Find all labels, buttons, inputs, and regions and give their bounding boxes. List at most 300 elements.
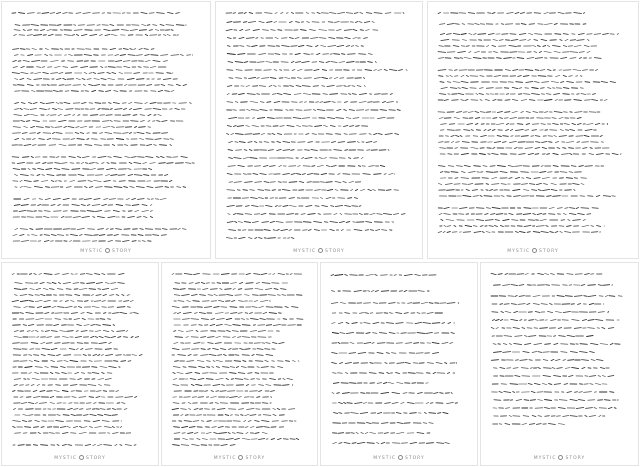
handwriting	[481, 263, 638, 465]
pen-stroke	[297, 174, 301, 175]
pen-stroke	[438, 413, 441, 414]
pen-stroke	[80, 127, 87, 128]
pen-stroke	[129, 133, 131, 134]
pen-stroke	[139, 48, 142, 49]
pen-stroke	[260, 174, 266, 175]
pen-stroke	[105, 337, 110, 338]
pen-stroke	[87, 283, 95, 284]
pen-stroke	[80, 427, 83, 428]
pen-stroke	[564, 384, 568, 385]
pen-stroke	[443, 412, 448, 413]
pen-stroke	[382, 423, 389, 424]
pen-stroke	[530, 400, 535, 401]
pen-stroke	[457, 112, 462, 113]
pen-stroke	[490, 166, 495, 167]
pen-stroke	[424, 412, 426, 413]
pen-stroke	[70, 234, 77, 235]
pen-stroke	[57, 79, 62, 80]
pen-stroke	[386, 190, 391, 191]
pen-stroke	[359, 22, 362, 23]
pen-stroke	[535, 312, 540, 313]
pen-stroke	[283, 319, 287, 320]
pen-stroke	[592, 100, 598, 101]
pen-stroke	[270, 221, 275, 222]
pen-stroke	[12, 274, 14, 275]
pen-stroke	[520, 320, 522, 321]
pen-stroke	[173, 289, 179, 290]
pen-stroke	[526, 178, 530, 179]
pen-stroke	[89, 73, 92, 74]
pen-stroke	[20, 181, 22, 182]
pen-stroke	[462, 24, 465, 25]
pen-stroke	[99, 336, 103, 337]
pen-stroke	[410, 413, 417, 414]
pen-stroke	[53, 109, 57, 110]
pen-stroke	[538, 76, 546, 77]
pen-stroke	[221, 349, 226, 350]
pen-stroke	[167, 73, 171, 74]
pen-stroke	[83, 355, 86, 356]
pen-stroke	[89, 397, 94, 398]
pen-stroke	[534, 383, 540, 384]
pen-stroke	[219, 433, 227, 434]
pen-stroke	[597, 360, 604, 361]
pen-stroke	[145, 55, 150, 56]
pen-stroke	[84, 72, 87, 73]
pen-stroke	[248, 421, 251, 422]
pen-stroke	[320, 102, 323, 103]
pen-stroke	[482, 232, 484, 233]
pen-stroke	[37, 133, 40, 134]
pen-stroke	[441, 40, 449, 41]
pen-stroke	[588, 296, 596, 297]
pen-stroke	[289, 182, 297, 183]
pen-stroke	[255, 289, 263, 290]
pen-stroke	[252, 355, 254, 356]
pen-stroke	[165, 187, 169, 188]
pen-stroke	[266, 355, 273, 356]
pen-stroke	[549, 384, 552, 385]
pen-stroke	[545, 100, 553, 101]
pen-stroke	[501, 320, 503, 321]
pen-stroke	[114, 169, 116, 170]
pen-stroke	[509, 214, 513, 215]
pen-stroke	[348, 198, 352, 199]
pen-stroke	[473, 226, 477, 227]
pen-stroke	[22, 289, 27, 290]
pen-stroke	[262, 421, 269, 422]
pen-stroke	[245, 313, 248, 314]
pen-stroke	[317, 13, 320, 14]
pen-stroke	[214, 433, 218, 434]
pen-stroke	[510, 52, 517, 53]
pen-stroke	[545, 344, 551, 345]
pen-stroke	[309, 30, 315, 31]
pen-stroke	[440, 24, 445, 25]
pen-stroke	[93, 445, 96, 446]
pen-stroke	[104, 427, 111, 428]
pen-stroke	[21, 72, 28, 73]
pen-stroke	[588, 320, 594, 321]
pen-stroke	[73, 217, 81, 218]
pen-stroke	[461, 172, 465, 173]
pen-stroke	[378, 70, 382, 71]
pen-stroke	[134, 313, 139, 314]
pen-stroke	[338, 174, 340, 175]
pen-stroke	[599, 415, 601, 416]
pen-stroke	[333, 383, 339, 384]
pen-stroke	[523, 416, 529, 417]
pen-stroke	[542, 147, 547, 148]
pen-stroke	[112, 127, 115, 128]
pen-stroke	[366, 30, 370, 31]
pen-stroke	[509, 344, 511, 345]
pen-stroke	[359, 213, 362, 214]
pen-stroke	[163, 35, 166, 36]
pen-stroke	[282, 295, 286, 296]
pen-stroke	[265, 360, 268, 361]
pen-stroke	[364, 38, 368, 39]
pen-stroke	[272, 190, 275, 191]
pen-stroke	[357, 85, 361, 86]
pen-stroke	[332, 393, 334, 394]
pen-stroke	[379, 373, 384, 374]
pen-stroke	[27, 13, 34, 14]
pen-stroke	[182, 229, 186, 230]
pen-stroke	[108, 157, 112, 158]
pen-stroke	[292, 307, 299, 308]
pen-stroke	[13, 127, 20, 128]
pen-stroke	[36, 127, 43, 128]
pen-stroke	[578, 400, 584, 401]
pen-stroke	[58, 114, 61, 115]
pen-stroke	[277, 230, 280, 231]
pen-stroke	[475, 24, 480, 25]
pen-stroke	[492, 154, 498, 155]
pen-stroke	[555, 359, 560, 360]
pen-stroke	[132, 205, 139, 206]
pen-stroke	[553, 166, 558, 167]
pen-stroke	[259, 21, 264, 22]
pen-stroke	[287, 126, 294, 127]
pen-stroke	[364, 78, 365, 79]
pen-stroke	[33, 121, 40, 122]
pen-stroke	[62, 445, 66, 446]
pen-stroke	[494, 142, 501, 143]
pen-stroke	[249, 13, 252, 14]
pen-stroke	[123, 115, 131, 116]
pen-stroke	[230, 307, 237, 308]
pen-stroke	[41, 355, 45, 356]
pen-stroke	[447, 24, 454, 25]
pen-stroke	[439, 94, 445, 95]
pen-stroke	[438, 184, 442, 185]
pen-stroke	[92, 205, 100, 206]
pen-stroke	[476, 118, 480, 119]
pen-stroke	[141, 12, 147, 13]
pen-stroke	[603, 285, 610, 286]
pen-stroke	[24, 198, 29, 199]
letter-page	[1, 262, 159, 466]
pen-stroke	[69, 55, 73, 56]
pen-stroke	[56, 103, 59, 104]
pen-stroke	[573, 70, 581, 71]
pen-stroke	[15, 25, 20, 26]
pen-stroke	[183, 85, 187, 86]
pen-stroke	[227, 206, 234, 207]
pen-stroke	[28, 55, 33, 56]
pen-stroke	[389, 69, 397, 70]
pen-stroke	[215, 313, 223, 314]
pen-stroke	[71, 313, 77, 314]
pen-stroke	[85, 235, 93, 236]
pen-stroke	[280, 126, 284, 127]
pen-stroke	[13, 49, 19, 50]
pen-stroke	[608, 312, 609, 313]
pen-stroke	[262, 403, 268, 404]
pen-stroke	[91, 115, 98, 116]
pen-stroke	[211, 319, 215, 320]
pen-stroke	[563, 34, 568, 35]
pen-stroke	[155, 187, 162, 188]
pen-stroke	[397, 383, 403, 384]
pen-stroke	[336, 118, 344, 119]
pen-stroke	[444, 214, 451, 215]
pen-stroke	[567, 392, 572, 393]
pen-stroke	[447, 82, 451, 83]
pen-stroke	[71, 301, 75, 302]
pen-stroke	[236, 134, 244, 135]
pen-stroke	[247, 110, 250, 111]
pen-stroke	[323, 94, 327, 95]
pen-stroke	[168, 12, 174, 13]
pen-stroke	[529, 424, 534, 425]
pen-stroke	[89, 163, 94, 164]
pen-stroke	[27, 211, 33, 212]
pen-stroke	[102, 163, 105, 164]
pen-stroke	[335, 275, 343, 276]
pen-stroke	[46, 169, 52, 170]
pen-stroke	[273, 414, 276, 415]
pen-stroke	[44, 211, 50, 212]
pen-stroke	[116, 391, 119, 392]
pen-stroke	[236, 367, 238, 368]
pen-stroke	[15, 109, 19, 110]
pen-stroke	[266, 62, 272, 63]
pen-stroke	[278, 438, 282, 439]
pen-stroke	[29, 274, 31, 275]
pen-stroke	[555, 34, 561, 35]
pen-stroke	[500, 304, 503, 305]
pen-stroke	[527, 304, 530, 305]
pen-stroke	[226, 238, 232, 239]
pen-stroke	[195, 373, 200, 374]
pen-stroke	[401, 333, 406, 334]
pen-stroke	[271, 78, 276, 79]
pen-stroke	[291, 150, 294, 151]
pen-stroke	[128, 55, 135, 56]
pen-stroke	[96, 295, 101, 296]
pen-stroke	[55, 163, 61, 164]
pen-stroke	[124, 145, 127, 146]
pen-stroke	[35, 367, 42, 368]
pen-stroke	[468, 112, 473, 113]
pen-stroke	[136, 187, 144, 188]
pen-stroke	[177, 312, 180, 313]
pen-stroke	[98, 415, 103, 416]
pen-stroke	[524, 400, 529, 401]
pen-stroke	[20, 300, 28, 301]
pen-stroke	[57, 235, 63, 236]
pen-stroke	[509, 416, 511, 417]
pen-stroke	[32, 61, 40, 62]
pen-stroke	[461, 82, 468, 83]
pen-stroke	[366, 142, 372, 143]
pen-stroke	[335, 134, 340, 135]
pen-stroke	[245, 289, 253, 290]
pen-stroke	[53, 133, 55, 134]
pen-stroke	[384, 70, 387, 71]
pen-stroke	[35, 420, 39, 421]
pen-stroke	[503, 352, 511, 353]
pen-stroke	[33, 445, 37, 446]
pen-stroke	[40, 391, 45, 392]
pen-stroke	[577, 124, 581, 125]
pen-stroke	[324, 102, 330, 103]
pen-stroke	[349, 182, 354, 183]
pen-stroke	[345, 275, 348, 276]
pen-stroke	[243, 22, 247, 23]
pen-stroke	[510, 129, 512, 130]
pen-stroke	[335, 206, 342, 207]
pen-stroke	[549, 142, 552, 143]
pen-stroke	[228, 150, 232, 151]
pen-stroke	[29, 355, 32, 356]
pen-stroke	[564, 88, 569, 89]
pen-stroke	[208, 337, 215, 338]
pen-stroke	[52, 307, 56, 308]
pen-stroke	[90, 169, 95, 170]
pen-stroke	[67, 427, 70, 428]
pen-stroke	[544, 184, 548, 185]
pen-stroke	[201, 319, 208, 320]
pen-stroke	[130, 49, 132, 50]
pen-stroke	[544, 13, 548, 14]
pen-stroke	[333, 373, 337, 374]
pen-stroke	[51, 235, 56, 236]
pen-stroke	[126, 331, 128, 332]
pen-stroke	[551, 320, 557, 321]
pen-stroke	[237, 433, 243, 434]
pen-stroke	[106, 91, 111, 92]
pen-stroke	[589, 416, 596, 417]
pen-stroke	[338, 433, 343, 434]
pen-stroke	[263, 312, 267, 313]
pen-stroke	[100, 367, 107, 368]
pen-stroke	[546, 285, 550, 286]
pen-stroke	[161, 55, 168, 56]
pen-stroke	[244, 222, 250, 223]
pen-stroke	[334, 78, 338, 79]
pen-stroke	[37, 385, 39, 386]
pen-stroke	[493, 148, 495, 149]
pen-stroke	[480, 100, 482, 101]
pen-stroke	[22, 157, 29, 158]
pen-stroke	[585, 274, 590, 275]
pen-stroke	[386, 353, 389, 354]
pen-stroke	[205, 307, 212, 308]
pen-stroke	[263, 166, 268, 167]
pen-stroke	[317, 53, 320, 54]
pen-stroke	[208, 295, 213, 296]
pen-stroke	[117, 307, 125, 308]
pen-stroke	[146, 133, 150, 134]
pen-stroke	[75, 133, 79, 134]
pen-stroke	[245, 206, 249, 207]
pen-stroke	[103, 330, 109, 331]
pen-stroke	[533, 304, 539, 305]
pen-stroke	[120, 445, 122, 446]
pen-stroke	[567, 274, 573, 275]
pen-stroke	[512, 112, 517, 113]
pen-stroke	[447, 373, 449, 374]
pen-stroke	[567, 82, 574, 83]
pen-stroke	[322, 77, 328, 78]
pen-stroke	[153, 109, 161, 110]
pen-stroke	[286, 110, 288, 111]
pen-stroke	[253, 174, 258, 175]
pen-stroke	[225, 289, 232, 290]
pen-stroke	[81, 163, 84, 164]
pen-stroke	[257, 78, 260, 79]
pen-stroke	[29, 295, 33, 296]
pen-stroke	[165, 175, 168, 176]
pen-stroke	[556, 76, 560, 77]
pen-stroke	[290, 274, 292, 275]
pen-stroke	[13, 409, 15, 410]
pen-stroke	[150, 205, 152, 206]
pen-stroke	[324, 158, 327, 159]
pen-stroke	[594, 408, 597, 409]
pen-stroke	[199, 366, 205, 367]
pen-stroke	[332, 362, 337, 363]
pen-stroke	[104, 199, 108, 200]
pen-stroke	[51, 367, 58, 368]
pen-stroke	[181, 415, 183, 416]
pen-stroke	[486, 232, 490, 233]
pen-stroke	[63, 13, 68, 14]
pen-stroke	[537, 46, 540, 47]
pen-stroke	[554, 112, 562, 113]
pen-stroke	[77, 325, 82, 326]
pen-stroke	[87, 79, 91, 80]
pen-stroke	[287, 214, 294, 215]
pen-stroke	[582, 70, 587, 71]
pen-stroke	[494, 352, 502, 353]
pen-stroke	[462, 87, 468, 88]
pen-stroke	[81, 373, 84, 374]
pen-stroke	[494, 190, 498, 191]
pen-stroke	[354, 13, 358, 14]
pen-stroke	[308, 230, 311, 231]
pen-stroke	[63, 274, 69, 275]
pen-stroke	[31, 25, 39, 26]
pen-stroke	[14, 349, 21, 350]
pen-stroke	[153, 235, 159, 236]
pen-stroke	[71, 414, 75, 415]
pen-stroke	[515, 336, 522, 337]
pen-stroke	[328, 189, 333, 190]
